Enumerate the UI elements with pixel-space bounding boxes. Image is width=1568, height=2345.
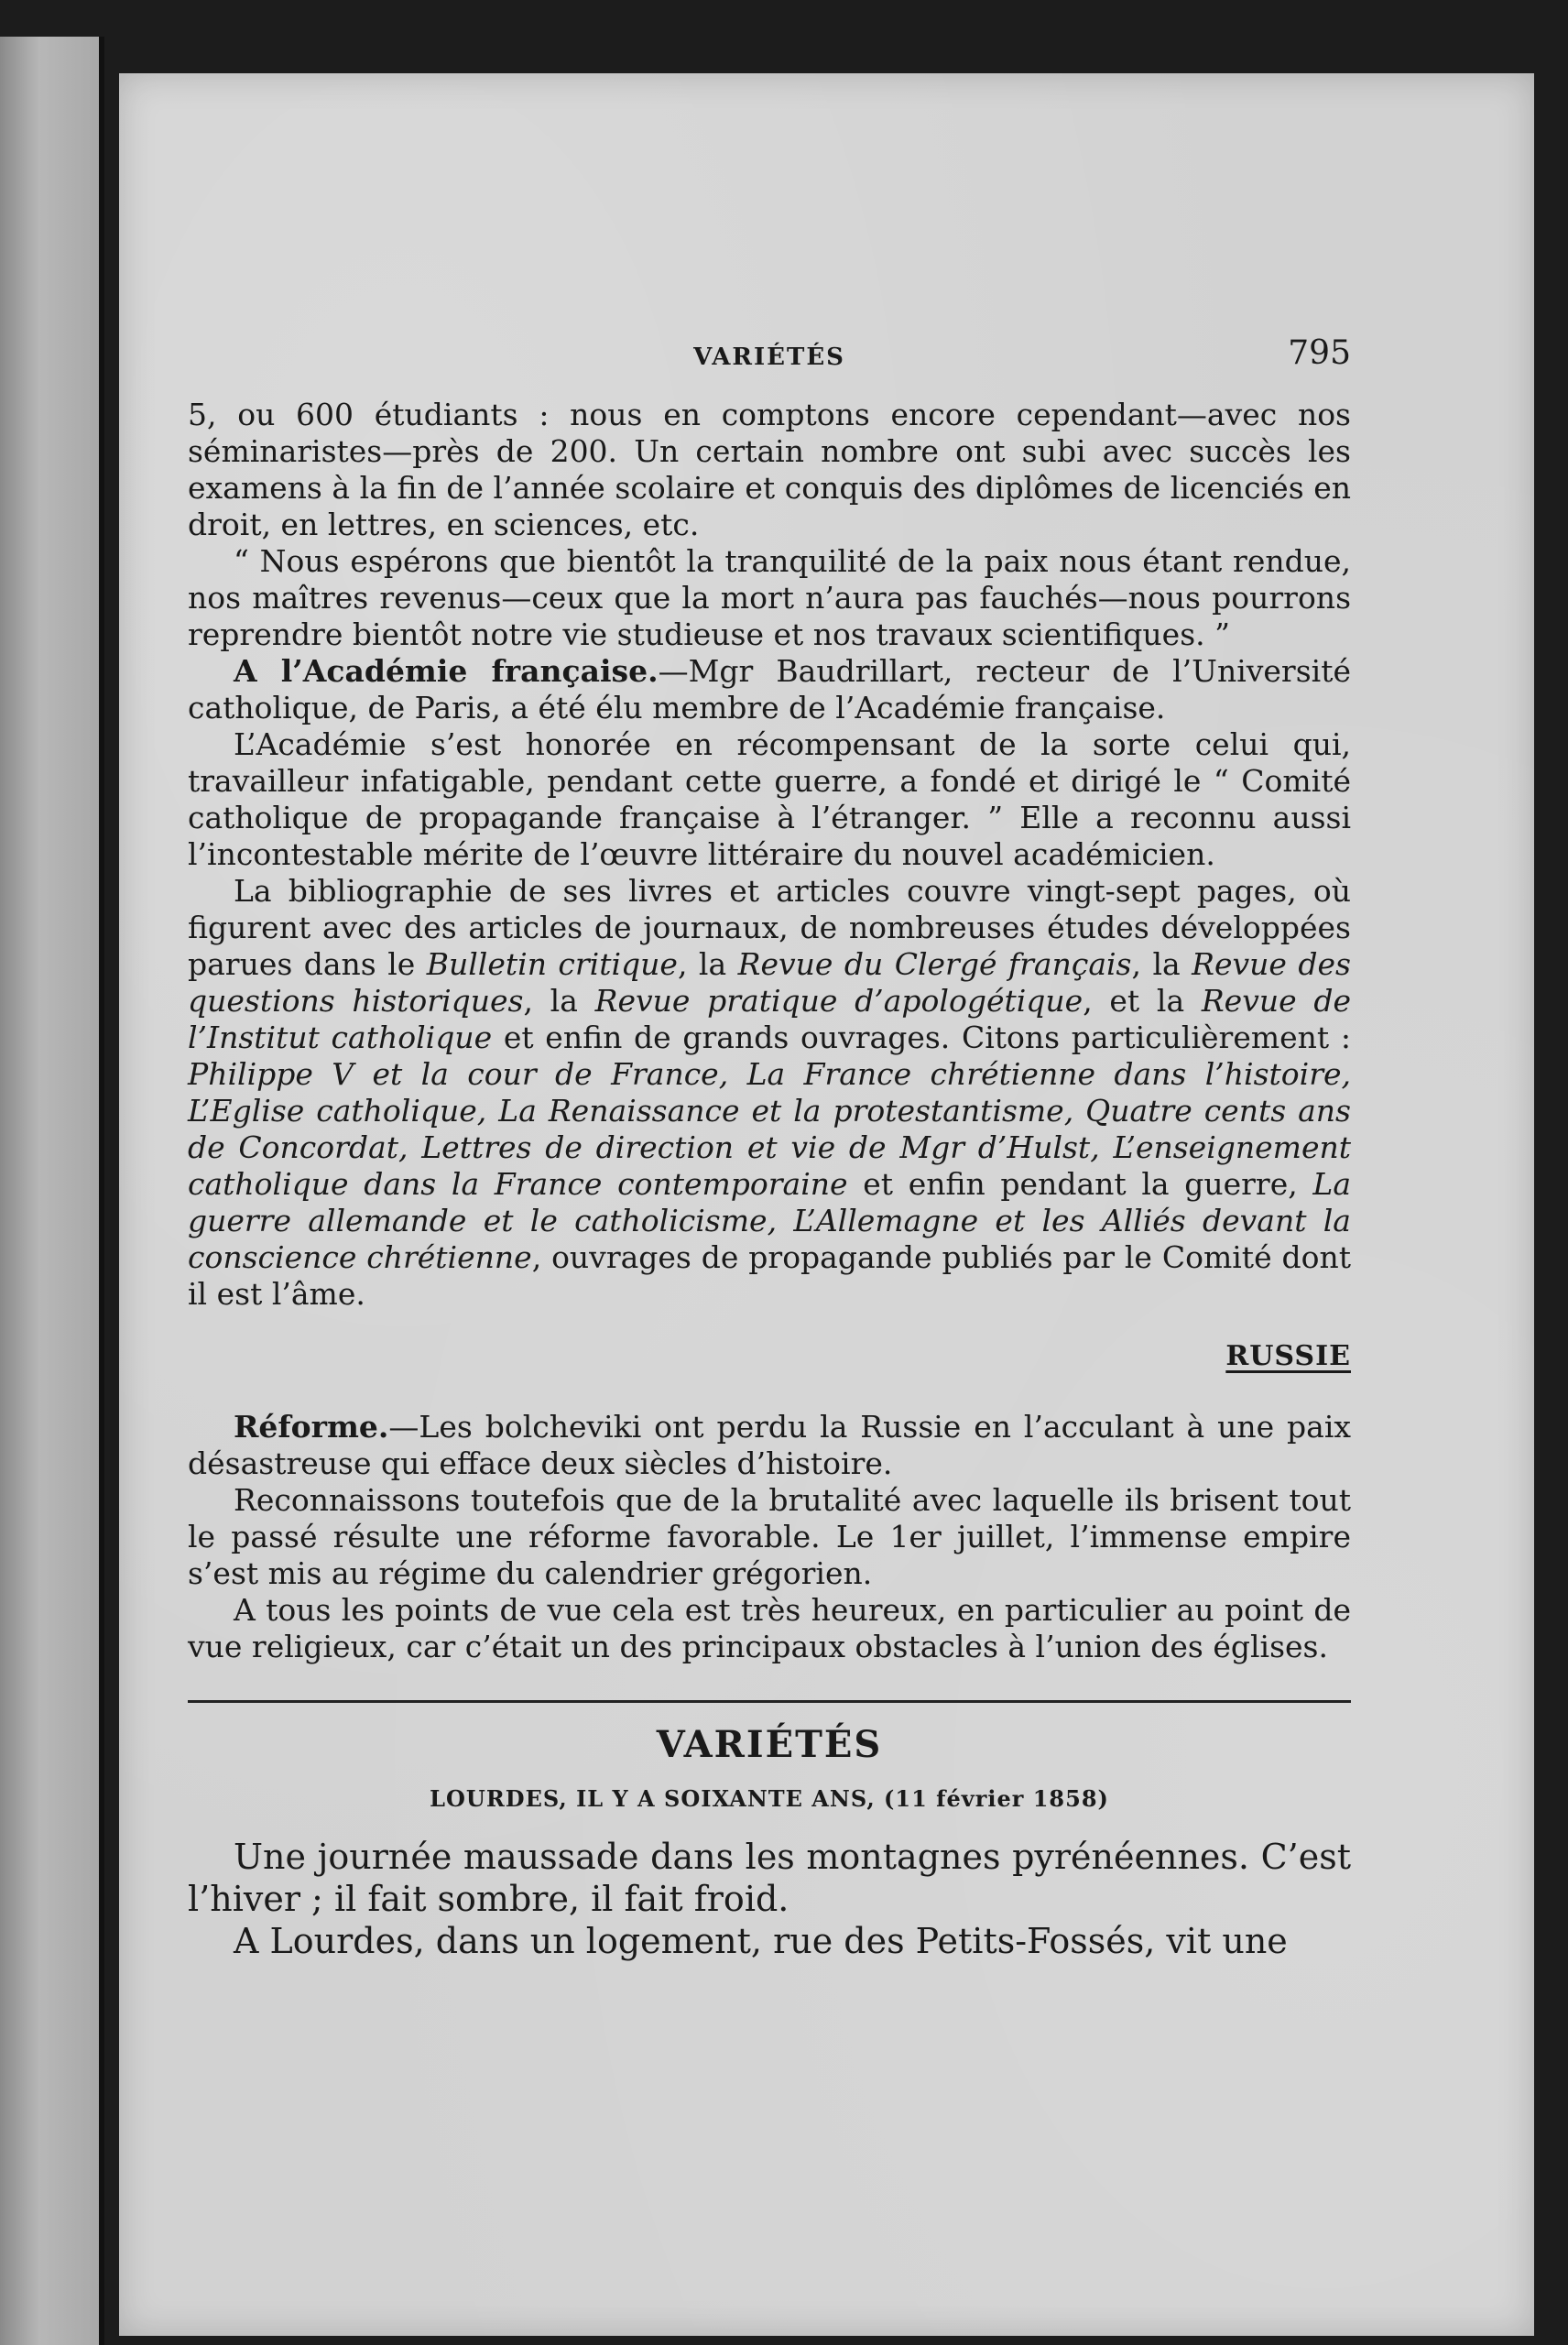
paragraph-10: A Lourdes, dans un logement, rue des Petits-Fossés, vit une — [234, 1921, 1288, 1961]
paragraph-2: “ Nous espérons que bientôt la tranquilité de la paix nous étant rendue, nos maîtres revenus—ceux que la mort n’aura pas fauchés—nous pourrons reprendre bientôt notre vie studieuse et nos travaux scientifiques. ” — [188, 543, 1351, 652]
paragraph-3 — [188, 653, 1351, 726]
italic-title: Revue de l’Institut catholique — [188, 983, 1351, 1055]
paragraph-4: L’Académie s’est honorée en récompensant de la sorte celui qui, travailleur infatigable, pendant cette guerre, a fondé et dirigé le “ Comité catholique de propagande française à l’étranger. ” Elle a reconnu aussi l’incontestable mérite de l’œuvre littéraire du nouvel académicien. — [188, 726, 1351, 872]
paragraph-6 — [188, 1409, 1351, 1482]
paragraph-6-heading: Réforme. — [234, 1409, 389, 1445]
text-run: , et la — [1083, 983, 1202, 1019]
section-divider — [188, 1700, 1351, 1703]
paragraph-5 — [188, 873, 1351, 1313]
text-run: et enfin de grands ouvrages. Citons particulièrement : — [492, 1020, 1352, 1055]
section-title-varietes: VARIÉTÉS — [656, 1723, 883, 1766]
paragraph-9: Une journée maussade dans les montagnes pyrénéennes. C’est l’hiver ; il fait sombre, il fait froid. — [188, 1837, 1351, 1919]
text-run: , la — [1131, 946, 1192, 982]
italic-title: Revue des questions historiques — [188, 946, 1351, 1019]
running-head-title: VARIÉTÉS — [693, 344, 845, 371]
paragraph-3-heading: A l’Académie française. — [234, 653, 659, 689]
italic-title: Philippe V et la cour de France, La France chrétienne dans l’histoire, L’Eglise catholique, La Renaissance et la protestantisme, Quatre cents ans de Concordat, Lettres de direction et vie de Mgr d’Hulst, L’enseignement catholique dans la France contemporaine — [188, 1056, 1351, 1202]
paragraph-6-text: —Les bolcheviki ont perdu la Russie en l’acculant à une paix désastreuse qui efface deux siècles d’histoire. — [188, 1409, 1351, 1481]
running-head — [188, 334, 1351, 380]
text-run: , la — [523, 983, 595, 1019]
paragraph-7: Reconnaissons toutefois que de la brutalité avec laquelle ils brisent tout le passé résulte une réforme favorable. Le 1er juillet, l’immense empire s’est mis au régime du calendrier grégorien. — [188, 1482, 1351, 1591]
italic-title: Bulletin critique — [426, 946, 678, 982]
italic-title: Revue du Clergé français — [737, 946, 1132, 982]
section-heading-russie: RUSSIE — [1225, 1340, 1351, 1372]
italic-title: Revue pratique d’apologétique — [594, 983, 1083, 1019]
page-number: 795 — [1288, 334, 1351, 372]
text-run: , la — [677, 946, 738, 982]
page-content — [188, 334, 1351, 1962]
text-run: et enfin pendant la guerre, — [847, 1166, 1313, 1202]
paragraph-3-text: —Mgr Baudrillart, recteur de l’Université catholique, de Paris, a été élu membre de l’Académie française. — [188, 653, 1351, 725]
paragraph-8: A tous les points de vue cela est très heureux, en particulier au point de vue religieux, car c’était un des principaux obstacles à l’union des églises. — [188, 1592, 1351, 1664]
text-run: La bibliographie de ses livres et articles couvre vingt-sept pages, où figurent avec des articles de journaux, de nombreuses études développées parues dans le — [188, 873, 1351, 982]
text-run: , ouvrages de propagande publiés par le Comité dont il est l’âme. — [188, 1239, 1351, 1312]
italic-title: La guerre allemande et le catholicisme, L’Allemagne et les Alliés devant la conscience chrétienne — [188, 1166, 1351, 1275]
article-subtitle: LOURDES, IL Y A SOIXANTE ANS, (11 février 1858) — [430, 1785, 1109, 1812]
paragraph-1: 5, ou 600 étudiants : nous en comptons encore cependant—avec nos séminaristes—près de 200. Un certain nombre ont subi avec succès les examens à la fin de l’année scolaire et conquis des diplômes de licenciés en droit, en lettres, en sciences, etc. — [188, 397, 1351, 542]
previous-page-edge — [0, 37, 104, 2345]
